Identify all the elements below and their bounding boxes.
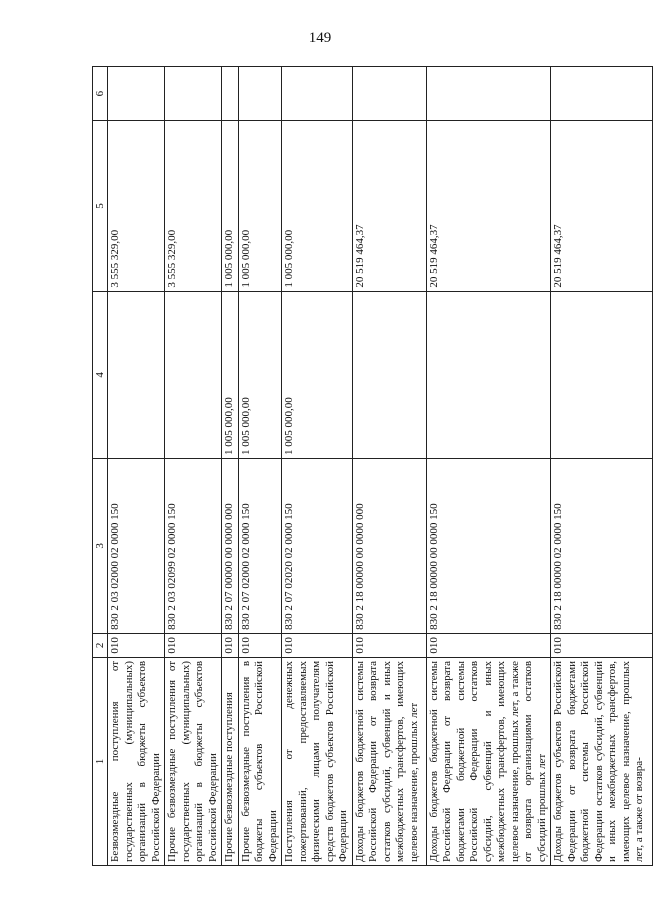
table-row bbox=[282, 67, 353, 866]
row-budget-code: 830 2 18 00000 00 0000 150 bbox=[426, 458, 551, 633]
table-row bbox=[426, 67, 551, 866]
table-row bbox=[352, 67, 426, 866]
table-row bbox=[238, 67, 282, 866]
row-budget-code: 830 2 03 02000 02 0000 150 bbox=[108, 458, 165, 633]
column-header: 5 bbox=[93, 121, 108, 291]
row-value-6 bbox=[352, 67, 426, 121]
column-header: 1 bbox=[93, 657, 108, 865]
row-value-4: 1 005 000,00 bbox=[238, 291, 282, 458]
revenue-table bbox=[92, 66, 653, 866]
table-header-row bbox=[93, 67, 108, 866]
row-line-code: 010 bbox=[108, 633, 165, 657]
column-header: 3 bbox=[93, 458, 108, 633]
row-value-5: 20 519 464,37 bbox=[352, 121, 426, 291]
row-line-code: 010 bbox=[282, 633, 353, 657]
row-value-4: 1 005 000,00 bbox=[282, 291, 353, 458]
row-value-6 bbox=[165, 67, 222, 121]
row-value-6 bbox=[426, 67, 551, 121]
row-value-4 bbox=[352, 291, 426, 458]
table-row bbox=[222, 67, 239, 866]
column-header: 6 bbox=[93, 67, 108, 121]
row-line-code: 010 bbox=[165, 633, 222, 657]
row-value-5: 1 005 000,00 bbox=[222, 121, 239, 291]
page-number: 149 bbox=[308, 30, 332, 46]
row-value-5: 3 555 329,00 bbox=[165, 121, 222, 291]
row-budget-code: 830 2 03 02099 02 0000 150 bbox=[165, 458, 222, 633]
row-budget-code: 830 2 07 02020 02 0000 150 bbox=[282, 458, 353, 633]
row-line-code: 010 bbox=[238, 633, 282, 657]
row-budget-code: 830 2 07 00000 00 0000 000 bbox=[222, 458, 239, 633]
table-row bbox=[165, 67, 222, 866]
row-name: Безвозмездные поступления от государственных (муниципальных) организаций в бюджеты субъектов Российской Федерации bbox=[108, 657, 165, 865]
table-row bbox=[551, 67, 653, 866]
row-line-code: 010 bbox=[352, 633, 426, 657]
row-value-6 bbox=[551, 67, 653, 121]
row-value-4: 1 005 000,00 bbox=[222, 291, 239, 458]
row-value-6 bbox=[108, 67, 165, 121]
row-name: Прочие безвозмездные поступления в бюджеты субъектов Российской Федерации bbox=[238, 657, 282, 865]
row-value-6 bbox=[282, 67, 353, 121]
row-value-5: 3 555 329,00 bbox=[108, 121, 165, 291]
row-budget-code: 830 2 07 02000 02 0000 150 bbox=[238, 458, 282, 633]
column-header: 2 bbox=[93, 633, 108, 657]
row-value-4 bbox=[426, 291, 551, 458]
row-name: Прочие безвозмездные поступления bbox=[222, 657, 239, 865]
row-value-6 bbox=[222, 67, 239, 121]
row-budget-code: 830 2 18 00000 02 0000 150 bbox=[551, 458, 653, 633]
row-budget-code: 830 2 18 00000 00 0000 000 bbox=[352, 458, 426, 633]
row-name: Доходы бюджетов субъектов Российской Федерации от возврата бюджетами бюджетной системы Российской Федерации остатков субсидий, субвенций и иных межбюджетных трансфертов, имеющих целевое назначение, прошлых лет, а также от возвра- bbox=[551, 657, 653, 865]
row-name: Доходы бюджетов бюджетной системы Российской Федерации от возврата остатков субсидий, субвенций и иных межбюджетных трансфертов, имеющих целевое назначение, прошлых лет bbox=[352, 657, 426, 865]
row-name: Прочие безвозмездные поступления от государственных (муниципальных) организаций в бюджеты субъектов Российской Федерации bbox=[165, 657, 222, 865]
row-line-code: 010 bbox=[426, 633, 551, 657]
row-value-5: 20 519 464,37 bbox=[551, 121, 653, 291]
row-value-5: 1 005 000,00 bbox=[282, 121, 353, 291]
table-row bbox=[108, 67, 165, 866]
row-name: Поступления от денежных пожертвований, предоставляемых физическими лицами получателям средств бюджетов субъектов Российской Федерации bbox=[282, 657, 353, 865]
row-line-code: 010 bbox=[551, 633, 653, 657]
row-value-5: 20 519 464,37 bbox=[426, 121, 551, 291]
rotated-table-container bbox=[92, 66, 645, 866]
column-header: 4 bbox=[93, 291, 108, 458]
row-name: Доходы бюджетов бюджетной системы Российской Федерации от возврата бюджетами бюджетной системы Российской Федерации остатков субсидий, субвенций и иных межбюджетных трансфертов, имеющих целевое назначение, прошлых лет, а также от возврата организациями остатков субсидий прошлых лет bbox=[426, 657, 551, 865]
row-value-4 bbox=[551, 291, 653, 458]
row-value-4 bbox=[165, 291, 222, 458]
row-value-6 bbox=[238, 67, 282, 121]
row-line-code: 010 bbox=[222, 633, 239, 657]
row-value-5: 1 005 000,00 bbox=[238, 121, 282, 291]
row-value-4 bbox=[108, 291, 165, 458]
